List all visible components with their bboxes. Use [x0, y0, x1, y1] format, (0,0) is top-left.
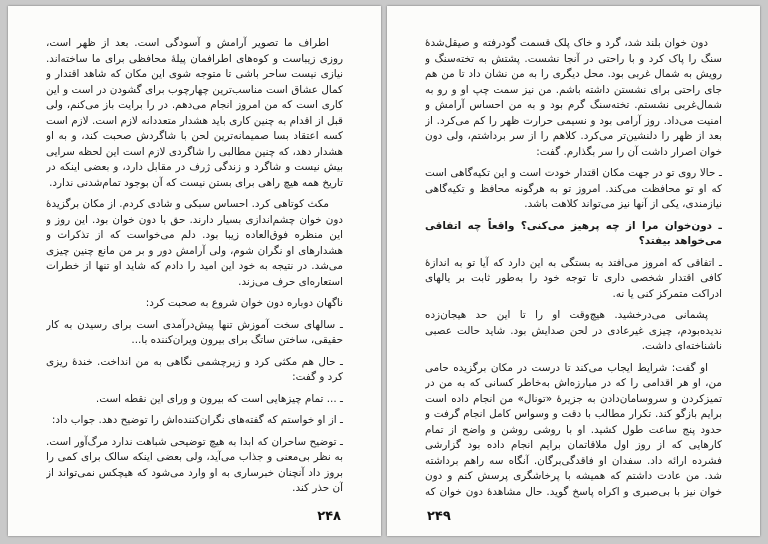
left-page: [8, 6, 381, 536]
left-page-text: [46, 36, 343, 500]
paragraph: پشمانی می‌درخشید. هیچ‌وقت او را تا این حد هیجان‌زده ندیده‌بودم، چیزی غیرعادی در لحن صدایش بود. شاید حالت عصبی ناشناخته‌ای داشت.: [425, 309, 722, 352]
paragraph: اطراف ما تصویر آرامش و آسودگی است. بعد از ظهر است، روزی زیباست و کوه‌های اطرافمان پیلهٔ محافظی برای ما ساخته‌اند. نیازی نیست ساحر باشی تا متوجه شوی این مکان که شاهد اقتدار و کمال عشاق است مناسب‌ترین چهارچوب برای گشودن در است و این کاری است که من امروز انجام می‌دهم. در را برایت باز می‌کنم، ولی قبل از اقدام به چنین کاری باید هشدار متعددانه لازم است. لازم است کسه اعتقاد بسا صمیمانه‌ترین لحن با شاگردش صحبت کند، و به او هشدار دهد، که چنین مطالبی را شاگردی لازم است این لحظه سرایی بیش نیست و شاگرد و زندگی ژرف در مقابل دارد، و بعضی اینکه در تاریخ همه هیچ راهی برای بستن نیست که آن بوجود تمام‌شدنی ندارد.: [46, 37, 343, 189]
paragraph: ـ حال هم مکثی کرد و زیرچشمی نگاهی به من انداخت. خندهٔ ریزی کرد و گفت:: [46, 355, 343, 383]
paragraph: ـ توضیح ساحران که ابدا به هیچ توضیحی شباهت ندارد مرگ‌آور است. به نظر بی‌معنی و جذاب می‌آید، ولی بعضی اینکه سالک برای کمی را بروز داد آنچنان خبرساری به او وارد می‌شود که هیچکس نمی‌تواند از آن حذر کند.: [46, 435, 343, 494]
paragraph: ناگهان دوباره دون خوان شروع به صحبت کرد:: [145, 297, 343, 309]
book-spread: [8, 6, 760, 536]
paragraph: دون خوان بلند شد، گرد و خاک پلک قسمت گودرفته و صیقل‌شدهٔ سنگ را پاک کرد و با راحتی در آنجا نشست. پشتش به تخته‌سنگ و رویش به شمال غربی بود. محل دیگری را به من نشان داد تا من هم جای راحتی برای نشستن داشته باشم. من نیز سمت چپ او و رو به شمال‌غربی نشستم. تخته‌سنگ گرم بود و به من احساس آرامش و امنیت می‌داد. روز آرامی بود و نسیمی حرارت ظهر را کم می‌کرد. از بعد از ظهر را دلنشین‌تر می‌کرد. کلاهم را از سر برداشتم، ولی دون خوان اصرار داشت آن را سر بگذارم. گفت:: [425, 37, 722, 158]
paragraph: ـ ... تمام چیزهایی است که بیرون و ورای این نقطه است.: [95, 392, 343, 405]
right-page: [387, 6, 760, 536]
paragraph: ـ حالا روی تو در جهت مکان اقتدار خودت است و این تکیه‌گاهی است که او تو محافظت می‌کند. امروز تو به هرگونه محافظ و تکیه‌گاهی نیازمندی، یکی از آنها نیز می‌تواند کلاهت باشد.: [425, 167, 722, 210]
page-number: ۲۴۹: [427, 509, 451, 524]
right-page-text: [425, 36, 722, 500]
page-number: ۲۴۸: [317, 509, 341, 524]
paragraph: مکث کوتاهی کرد. احساس سبکی و شادی کردم. از مکان برگزیدهٔ دون خوان چشم‌اندازی بسیار دارند. حق با دون خوان بود. این روز و این منظره فوق‌العاده زیبا بود. دلم می‌خواست که از تذکرات و هشدارهای او نگران شوم، ولی آرامش دور و بر من مانع چنین چیزی می‌شد. در نتیجه به خود این امید را دادم که شاید او تنها از خطرات استعاره‌ای حرف می‌زند.: [46, 198, 343, 288]
paragraph: او گفت: شرایط ایجاب می‌کند تا درست در مکان برگزیده حامی من، او هر اقدامی را که در مبارزه‌اش به‌خاطر کسانی که به من در تمیزکردن و سروسامان‌دادن به جزیرهٔ «تونال» من انجام داده است برایم بازگو کند. تکرار مطالب با دقت و وسواس کامل انجام گرفت و حدود پنج ساعت طول کشید. او با روشی روشن و واضح از تمام کارهایی که از روز اول ملاقاتمان برایم انجام داده بود گزارشی فشرده ارائه داد. سفدان او فاقدگی‌برگان. آنگاه سه راهم برداشته شد. من عادت داشتم که همیشه با پرخاشگری پرسش کنم و دون خوان نیز با بی‌صبری و اکراه پاسخ گوید. حال مشاهدهٔ دون خوان که: [425, 361, 722, 498]
paragraph: ـ سالهای سخت آموزش تنها پیش‌درآمدی است برای رسیدن به کار حقیقی، ساختن ساتگ برای بیرون ویران‌کننده با...: [46, 318, 343, 346]
paragraph: ـ اتفاقی که امروز می‌افتد به بستگی به این دارد که آیا تو به اندازهٔ کافی اقتدار شخصی داری تا توجه خود را به‌طور ثابت بر یالهای ادراکت متمرکز کنی یا نه.: [425, 256, 722, 300]
paragraph: ـ دون‌خوان مرا از چه پرهیز می‌کنی؟ واقعاً چه اتفاقی می‌خواهد بیفتد؟: [425, 219, 722, 247]
paragraph: ـ از او خواستم که گفته‌های نگران‌کننده‌اش را توضیح دهد. جواب داد:: [51, 414, 343, 426]
